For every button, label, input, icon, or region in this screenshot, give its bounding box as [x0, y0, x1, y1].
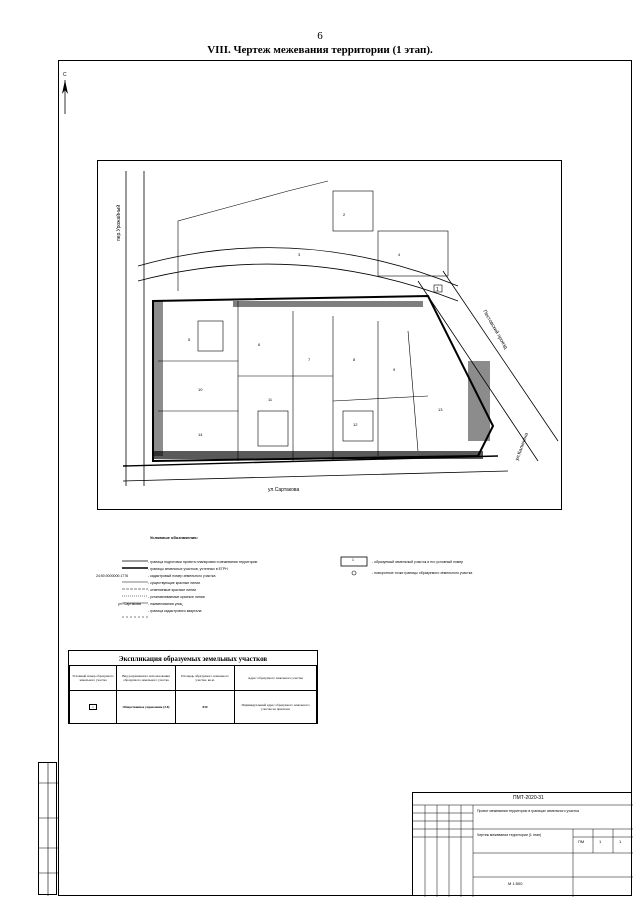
stamp-sheets: 1: [619, 839, 622, 844]
legend-item: - граница кадастрового квартала: [148, 609, 202, 613]
page-number: 6: [317, 30, 323, 42]
parcel-label: 11: [268, 397, 273, 402]
parcel-label: 14: [198, 432, 203, 437]
legend-symbol-label: 24:50:0000000:1776: [96, 574, 129, 578]
parcel-label: 5: [188, 337, 191, 342]
table-header: Площадь образуемого земельного участка, кв.м.: [176, 666, 235, 691]
table-row: [70, 691, 317, 724]
street-label: ул.Калинина: [514, 432, 530, 462]
legend-item: - отменяемые красные линии: [148, 588, 196, 592]
table-cell-number: [70, 691, 117, 724]
parcel-label: 2: [343, 212, 346, 217]
page-heading: VIII. Чертеж межевания территории (1 этап).: [207, 44, 433, 56]
side-stamp-lines: [39, 763, 58, 896]
parcel-label: 7: [308, 357, 311, 362]
explication-title: Экспликация образуемых земельных участков: [118, 655, 268, 663]
stamp-project-title: Проект межевания территории в границах земельного участка: [477, 809, 579, 813]
parcel-label: 13: [438, 407, 443, 412]
table-cell-use: Общественное управление (3.8): [117, 691, 176, 724]
parcel-label: 12: [353, 422, 358, 427]
table-header: Вид разрешенного использования образуемого земельного участка: [117, 666, 176, 691]
table-header: Адрес образуемого земельного участка: [235, 666, 317, 691]
table-cell-area: 830: [176, 691, 235, 724]
legend-parcel-number: 1: [352, 558, 354, 562]
parcel-label: 8: [353, 357, 356, 362]
street-label: Пестовский проезд: [481, 309, 509, 351]
title-block-stamp: [412, 792, 632, 896]
legend-item: - наименования улиц: [148, 602, 183, 606]
table-header: Условный номер образуемого земельного участка: [70, 666, 117, 691]
legend-title: Условные обозначения:: [150, 535, 198, 540]
stamp-scale: М 1:500: [508, 881, 523, 886]
parcel-label: 10: [198, 387, 203, 392]
legend-item: - границы земельных участков, учтенных в ЕГРН: [148, 567, 228, 571]
legend-item: - образуемый земельный участок и его условный номер: [372, 560, 464, 564]
legend-item: - устанавливаемые красные линии: [148, 595, 205, 599]
map-parcel-marker: 1: [436, 287, 439, 293]
parcel-label: 4: [398, 252, 401, 257]
parcel-label: 6: [258, 342, 261, 347]
stamp-code: ПМТ-2020-31: [513, 795, 544, 801]
stamp-sheet: 1: [599, 839, 602, 844]
explication-table: [69, 665, 317, 724]
table-cell-address: Индивидуальный адрес образуемого земельного участка не присвоен: [235, 691, 317, 724]
stamp-stage: ПМ: [578, 839, 585, 844]
legend-item: - кадастровый номер земельного участка: [148, 574, 216, 578]
table-header-row: [70, 666, 317, 691]
parcel-label: 3: [298, 252, 301, 257]
explication-block: [68, 650, 318, 724]
survey-map-drawing: [98, 161, 562, 510]
street-label: ул.Сартакова: [268, 487, 300, 493]
survey-map: [97, 160, 562, 510]
stamp-sheet-title: Чертеж межевания территории (1 этап): [477, 833, 542, 837]
side-stamp-strip: [38, 762, 57, 895]
svg-text:С: С: [63, 72, 67, 78]
legend-item: - поворотные точки границы образуемого земельного участка: [372, 571, 473, 575]
street-label: пер.Урожайный: [116, 204, 122, 241]
legend-symbol-label: ул. Сартакова: [118, 602, 141, 606]
parcel-label: 9: [393, 367, 396, 372]
legend-item: - граница подготовки проекта планировки и межевания территории: [148, 560, 258, 564]
legend-item: - существующие красные линии: [148, 581, 201, 585]
legend-symbols-right: [340, 556, 370, 578]
parcel-number-box: 1: [89, 704, 97, 710]
north-arrow-icon: [58, 70, 72, 118]
